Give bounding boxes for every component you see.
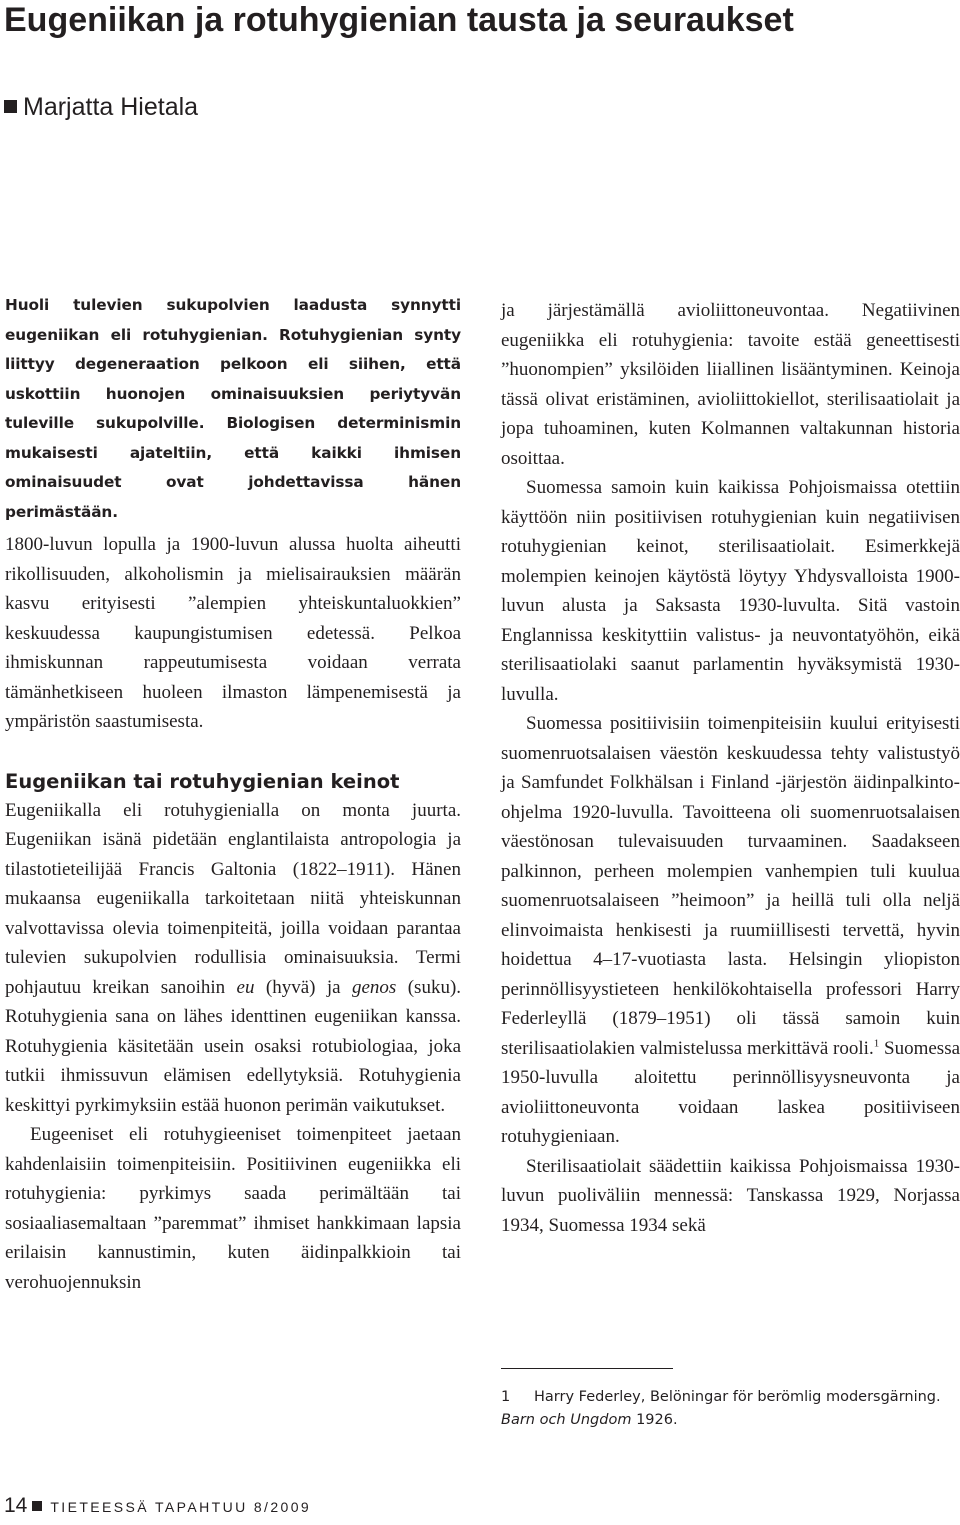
footnote-divider (501, 1368, 673, 1369)
footnote: 1 Harry Federley, Belöningar för berömlig modersgärning. Barn och Ungdom 1926. (501, 1386, 951, 1432)
body-paragraph-3: Eugeeniset eli rotuhygieeniset toimenpiteet jaetaan kahdenlaisiin toimenpiteisiin. Positiivinen eugeniikka eli rotuhygienia: pyrkimys saada perimältään tai sosiaaliasemaltaan ”paremmat” ihmiset hankkimaan lapsia erilaisin kannustimin, kuten äidinpalkkioin tai verohuojennuksin (5, 1124, 461, 1293)
left-column-body (5, 530, 461, 1297)
lead-paragraph: Huoli tulevien sukupolvien laadusta synnytti eugeniikan eli rotuhygienian. Rotuhygienian synty liittyy degeneraation pelkoon eli siihen, että uskottiin huonojen ominaisuuksien periytyvän tuleville sukupolville. Biologisen determinismin mukaisesti ajateltiin, että kaikki ihmisen ominaisuudet ovat johdettavissa hänen perimästään. (5, 296, 461, 521)
body-paragraph-2: Eugeniikalla eli rotuhygienialla on monta juurta. Eugeniikan isänä pidetään englantilaista antropologia ja tilastotieteilijää Francis Galtonia (1822–1911). Hänen mukaansa eugeniikalla tarkoitetaan niitä yhteiskunnan valvottavissa olevia toimenpiteitä, joilla voidaan parantaa tulevien sukupolvien rodullisia ominaisuuksia. Termi pohjautuu kreikan sanoihin eu (hyvä) ja genos (suku). Rotuhygienia sana on lähes identtinen eugeniikan kanssa. Rotuhygienia käsitetään usein osaksi rotubiologiaa, joka tutkii ihmissuvun elämisen edellytyksiä. Rotuhygienia keskittyi pyrkimyksiin estää huonon perimän vaikutukset. (5, 799, 462, 1116)
left-column-lead (5, 291, 461, 527)
body-paragraph-1: 1800-luvun lopulla ja 1900-luvun alussa huolta aiheutti rikollisuuden, alkoholismin ja mielisairauksien määrän kasvu erityisesti ”alempien yhteiskuntaluokkien” keskuudessa kaupungistumisen edetessä. Pelkoa ihmiskunnan rappeutumisesta voidaan verrata tämänhetkiseen huoleen ilmaston lämpenemisestä ja ympäristön saastumisesta. (5, 534, 461, 732)
author-line (4, 90, 198, 124)
article-title: Eugeniikan ja rotuhygienian tausta ja seuraukset (4, 1, 794, 39)
body-paragraph-7: Sterilisaatiolait säädettiin kaikissa Pohjoismaissa 1930-luvun puoliväliin mennessä: Tanskassa 1929, Norjassa 1934, Suomessa 1934 sekä (501, 1155, 960, 1236)
bullet-square-icon (4, 100, 17, 113)
body-paragraph-5: Suomessa samoin kuin kaikissa Pohjoismaissa otettiin käyttöön niin positiivisen rotuhygienian kuin negatiivisen rotuhygienian keinot, sterilisaatiolait. Esimerkkejä molempien keinojen käytöstä löytyy Yhdysvalloista 1900-luvun alusta ja Saksasta 1930-luvulta. Sitä vastoin Englannissa keskityttiin valistus- ja neuvontatyöhön, eikä sterilisaatiolaki saanut parlamentin hyväksymistä 1930-luvulla. (501, 477, 960, 705)
page-number: 14 (4, 1494, 28, 1517)
author-name: Marjatta Hietala (23, 93, 199, 121)
footnote-reference: 1 (873, 1037, 880, 1050)
right-column-body (501, 296, 960, 1240)
body-paragraph-4: ja järjestämällä avioliittoneuvontaa. Negatiivinen eugeniikka eli rotuhygienia: tavoite estää geneettisesti ”huonompien” yksilöiden liiallinen lisääntyminen. Keinoja tässä olivat eristäminen, avioliittokiellot, sterilisaatiolait ja jopa tuhoaminen, kuten Kolmannen valtakunnan historia osoittaa. (501, 300, 960, 469)
section-heading: Eugeniikan tai rotuhygienian keinot (5, 769, 400, 793)
footnote-number: 1 (501, 1389, 511, 1405)
body-paragraph-6: Suomessa positiivisiin toimenpiteisiin kuului erityisesti suomenruotsalaisen väestön keskuudessa tehty valistustyö ja Samfundet Folkhälsan i Finland -järjestön äidinpalkinto-ohjelma 1920-luvulla. Tavoitteena oli suomenruotsalaisen väestönosan tulevaisuuden turvaaminen. Saadakseen palkinnon, perheen molempien vanhempien tuli kuulua suomenruotsalaiseen ”heimoon” ja heillä tuli olla neljä elinvoimaista henkisesti ja ruumiillisesti tervettä, hyvin hoidettua 4–17-vuotiasta lasta. Helsingin yliopiston perinnöllisyystieteen henkilökohtaisella professori Harry Federleyllä (1879–1951) oli tässä samoin kuin sterilisaatiolakien valmistelussa merkittävä rooli.$^1$ Suomessa 1950-luvulla aloitettu perinnöllisyysneuvonta ja avioliittoneuvonta voidaan laskea positiiviseen rotuhygieniaan. (501, 713, 960, 1147)
page-footer (4, 1494, 311, 1518)
footer-square-icon (32, 1501, 42, 1511)
journal-name: TIETEESSÄ TAPAHTUU 8/2009 (50, 1499, 312, 1515)
